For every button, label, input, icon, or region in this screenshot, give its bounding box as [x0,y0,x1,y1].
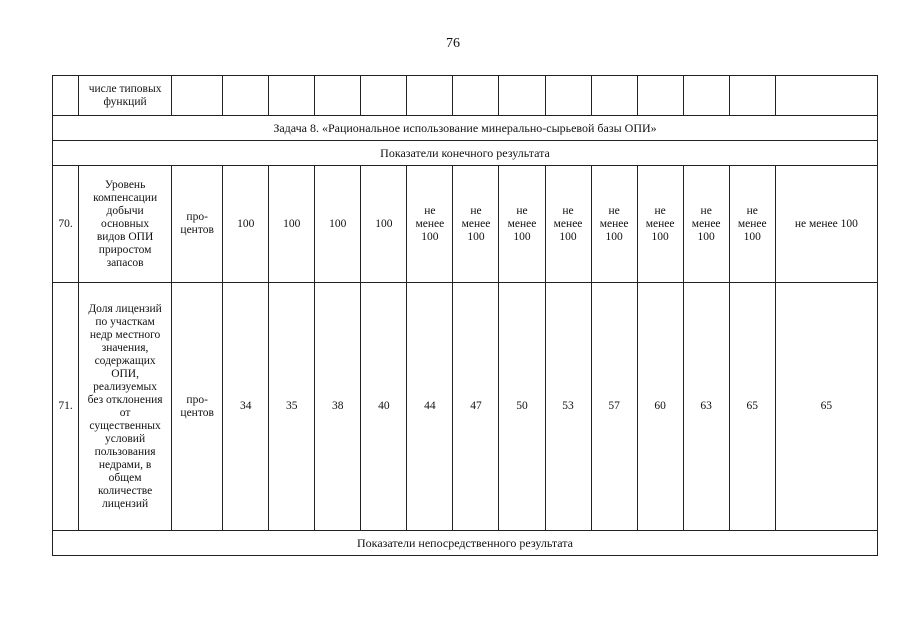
value-cell: не менее 100 [729,166,775,283]
value-cell: не менее 100 [407,166,453,283]
task-header: Задача 8. «Рациональное использование минерально-сырьевой базы ОПИ» [53,116,878,141]
value-cell: 60 [637,283,683,531]
table-row-71 [53,283,878,531]
final-results-header-row [53,141,878,166]
final-results-header: Показатели конечного результата [53,141,878,166]
value-cell: не менее 100 [591,166,637,283]
value-cell: 57 [591,283,637,531]
direct-results-header: Показатели непосредственного результата [53,531,878,556]
value-cell: не менее 100 [453,166,499,283]
table-row-continuation [53,76,878,116]
value-cell: 40 [361,283,407,531]
value-cell: 63 [683,283,729,531]
indicators-table [52,75,878,556]
row-number: 70. [53,166,79,283]
table-row-70 [53,166,878,283]
task-header-row [53,116,878,141]
value-cell: 53 [545,283,591,531]
unit: про- центов [172,283,223,531]
value-cell: 100 [361,166,407,283]
value-cell: 35 [269,283,315,531]
value-cell: не менее 100 [545,166,591,283]
value-cell: 47 [453,283,499,531]
page-number: 76 [446,36,460,51]
value-cell: 100 [269,166,315,283]
value-cell: 38 [315,283,361,531]
value-cell: не менее 100 [499,166,545,283]
value-cell: 100 [223,166,269,283]
indicator-name: Уровень компенсации добычи основных видов ОПИ приростом запасов [79,166,172,283]
value-cell: 44 [407,283,453,531]
cell-name: числе типовых функций [79,76,172,116]
value-cell: не менее 100 [637,166,683,283]
value-cell: 100 [315,166,361,283]
direct-results-header-row [53,531,878,556]
value-cell: 65 [775,283,877,531]
cell-num [53,76,79,116]
row-number: 71. [53,283,79,531]
value-cell: не менее 100 [683,166,729,283]
value-cell: 65 [729,283,775,531]
value-cell: 34 [223,283,269,531]
unit: про- центов [172,166,223,283]
value-cell: 50 [499,283,545,531]
indicator-name: Доля лицензий по участкам недр местного значения, содержащих ОПИ, реализуемых без отклонения от существенных условий пользования недрами, в общем количестве лицензий [79,283,172,531]
value-cell: не менее 100 [775,166,877,283]
